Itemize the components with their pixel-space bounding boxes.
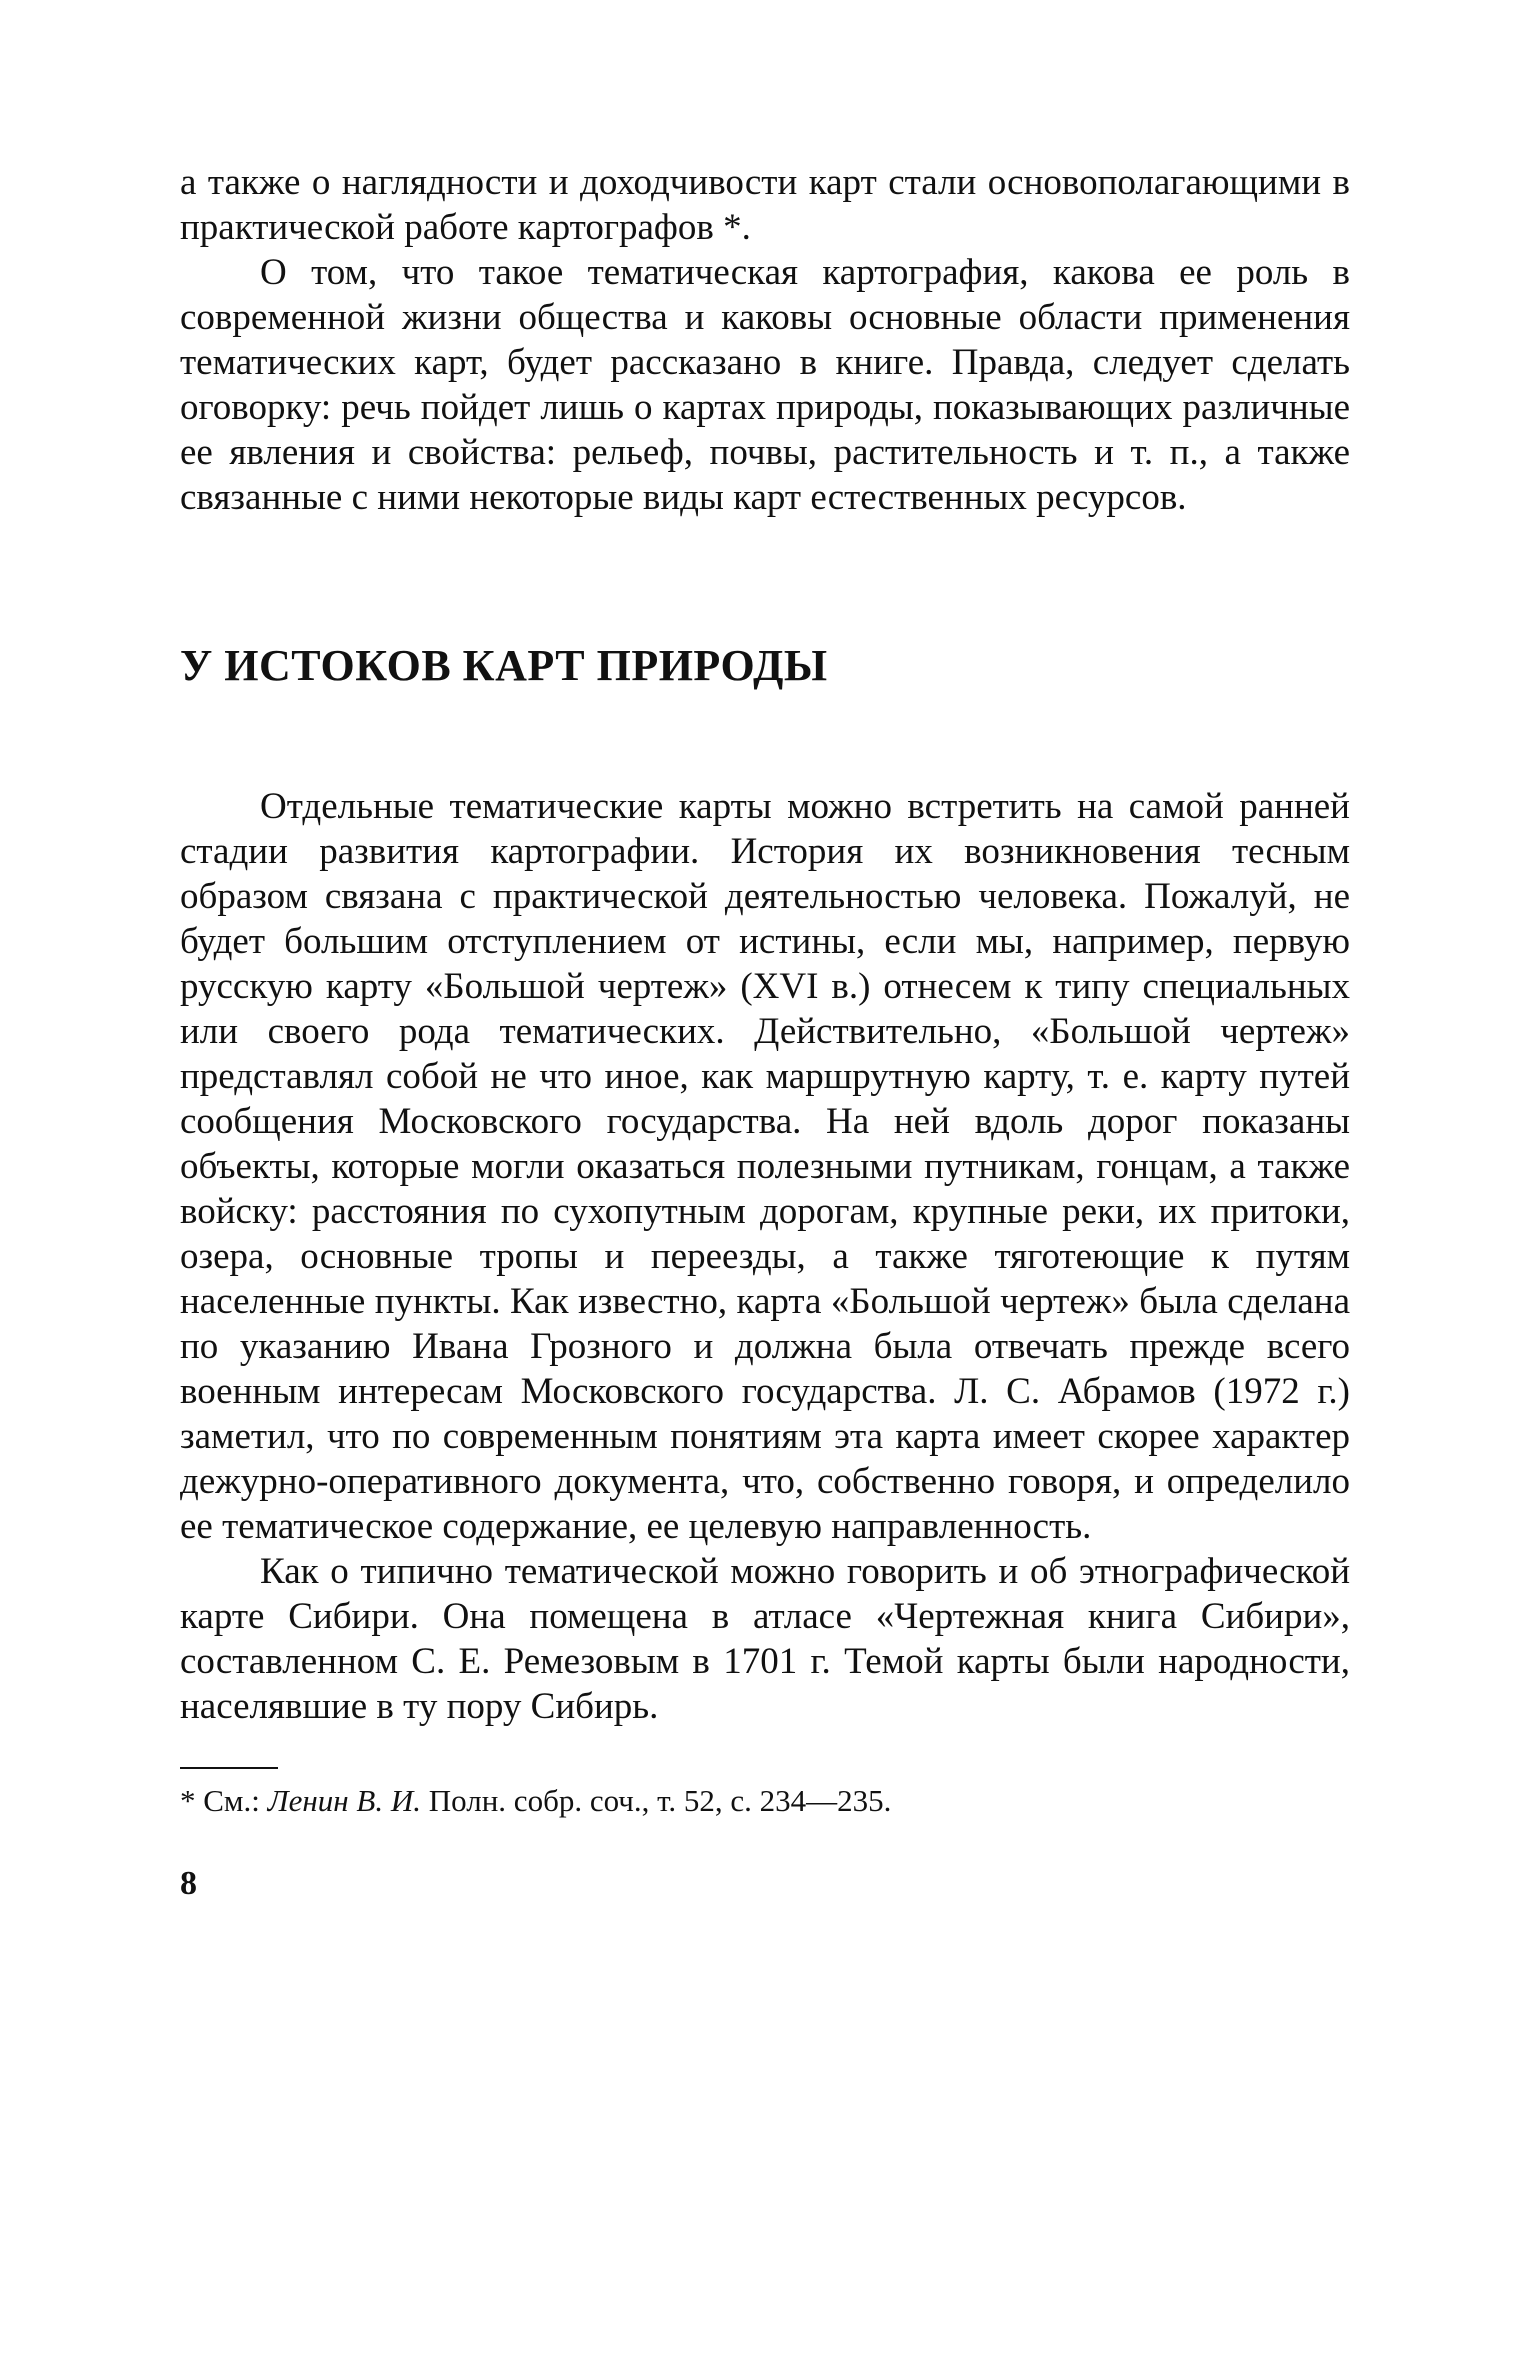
section-paragraph-2: Как о типично тематической можно говорить и об этнографической карте Сибири. Она помещена в атласе «Чертежная книга Сибири», составленном С. Е. Ремезовым в 1701 г. Темой карты были народности, населявшие в ту пору Сибирь. bbox=[180, 1551, 1350, 1727]
footnote bbox=[180, 1781, 1350, 1821]
intro-paragraph-1: а также о наглядности и доходчивости карт стали основополагающими в практической работе картографов *. bbox=[180, 162, 1350, 248]
page-body bbox=[180, 160, 1350, 1903]
intro-paragraph-2: О том, что такое тематическая картография, какова ее роль в современной жизни общества и каковы основные области применения тематических карт, будет рассказано в книге. Правда, следует сделать оговорку: речь пойдет лишь о картах природы, показывающих различные ее явления и свойства: рельеф, почвы, растительность и т. п., а также связанные с ними некоторые виды карт естественных ресурсов. bbox=[180, 252, 1350, 518]
section-paragraph-1: Отдельные тематические карты можно встретить на самой ранней стадии развития картографии. История их возникновения тесным образом связана с практической деятельностью человека. Пожалуй, не будет большим отступлением от истины, если мы, например, первую русскую карту «Большой чертеж» (XVI в.) отнесем к типу специальных или своего рода тематических. Действительно, «Большой чертеж» представлял собой не что иное, как маршрутную карту, т. е. карту путей сообщения Московского государства. На ней вдоль дорог показаны объекты, которые могли оказаться полезными путникам, гонцам, а также войску: расстояния по сухопутным дорогам, крупные реки, их притоки, озера, основные тропы и переезды, а также тяготеющие к путям населенные пункты. Как известно, карта «Большой чертеж» была сделана по указанию Ивана Грозного и должна была отвечать прежде всего военным интересам Московского государства. Л. С. Абрамов (1972 г.) заметил, что по современным понятиям эта карта имеет скорее характер дежурно-оперативного документа, что, собственно говоря, и определило ее тематическое содержание, ее целевую направленность. bbox=[180, 786, 1350, 1547]
footnote-divider bbox=[180, 1767, 278, 1769]
section-title: У ИСТОКОВ КАРТ ПРИРОДЫ bbox=[180, 641, 828, 690]
page-number: 8 bbox=[180, 1865, 197, 1902]
footnote-author: Ленин В. И. bbox=[267, 1783, 422, 1818]
footnote-text: Полн. собр. соч., т. 52, с. 234—235. bbox=[421, 1783, 892, 1818]
footnote-marker: * См.: bbox=[180, 1783, 268, 1818]
